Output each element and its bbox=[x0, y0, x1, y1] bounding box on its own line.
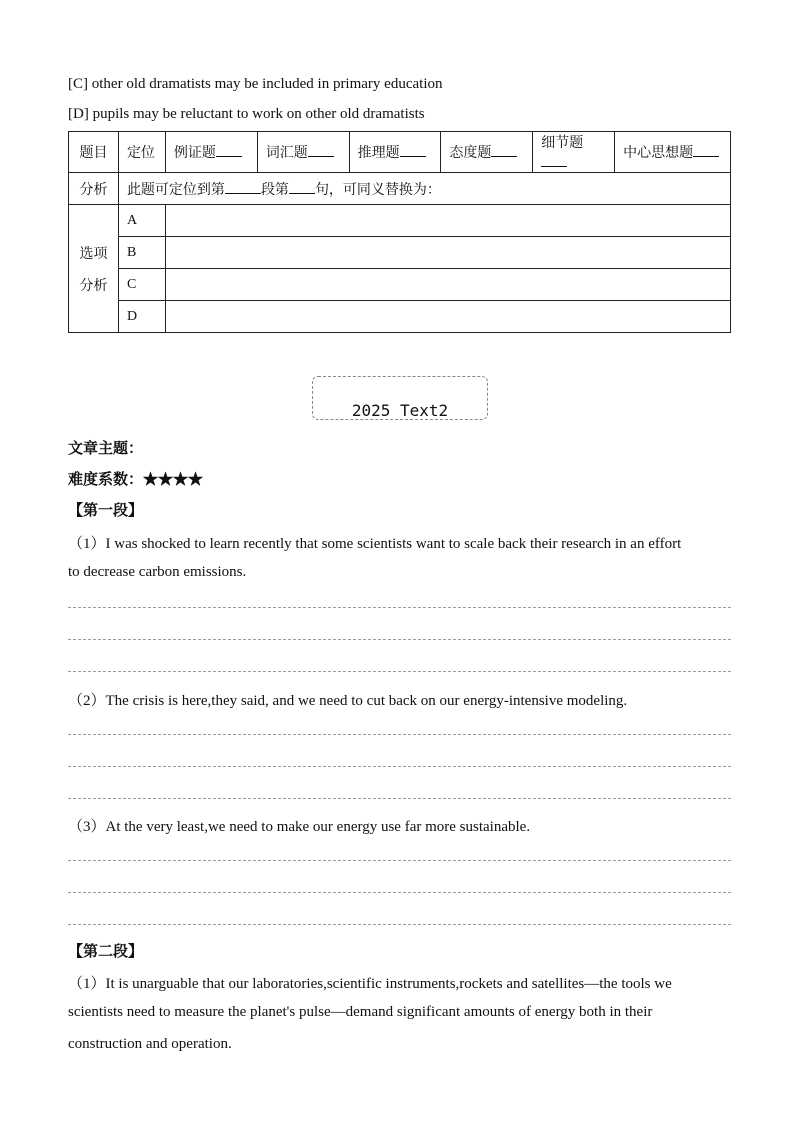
type-header-cell: 题目 bbox=[69, 132, 119, 173]
option-c-answer-cell[interactable] bbox=[165, 269, 730, 301]
para1-sentence2: （2）The crisis is here,they said, and we need to cut back on our energy-intensive modeling. bbox=[68, 693, 628, 709]
answer-line[interactable] bbox=[68, 734, 731, 735]
locate-cell: 定位 bbox=[118, 132, 165, 173]
locate-instruction-cell: 此题可定位到第 段第 句，可同义替换为： bbox=[118, 173, 730, 205]
difficulty-label: 难度系数：★★★★ bbox=[68, 472, 204, 488]
answer-line[interactable] bbox=[68, 798, 731, 799]
qtype-example: 例证题 bbox=[165, 132, 257, 173]
option-letter-a: A bbox=[118, 205, 165, 237]
answer-line[interactable] bbox=[68, 766, 731, 767]
option-d-text: [D] pupils may be reluctant to work on other old dramatists bbox=[68, 106, 425, 122]
analysis-table bbox=[68, 131, 731, 333]
option-a-answer-cell[interactable] bbox=[165, 205, 730, 237]
option-analysis-header: 选项 分析 bbox=[69, 205, 119, 333]
analysis-header-cell: 分析 bbox=[69, 173, 119, 205]
para1-sentence1-line1: （1）I was shocked to learn recently that some scientists want to scale back their research in an effort bbox=[68, 536, 682, 552]
qtype-detail: 细节题 bbox=[533, 132, 615, 173]
option-letter-c: C bbox=[118, 269, 165, 301]
answer-line[interactable] bbox=[68, 639, 731, 640]
option-b-answer-cell[interactable] bbox=[165, 237, 730, 269]
answer-line[interactable] bbox=[68, 924, 731, 925]
para1-heading: 【第一段】 bbox=[68, 503, 144, 519]
section-title: 2025 Text2 bbox=[351, 401, 449, 420]
answer-line[interactable] bbox=[68, 671, 731, 672]
option-d-answer-cell[interactable] bbox=[165, 301, 730, 333]
qtype-vocab: 词汇题 bbox=[257, 132, 349, 173]
option-letter-d: D bbox=[118, 301, 165, 333]
qtype-main-idea: 中心思想题 bbox=[615, 132, 731, 173]
para2-sentence1-line3: construction and operation. bbox=[68, 1036, 232, 1052]
article-theme-label: 文章主题： bbox=[68, 441, 144, 457]
answer-line[interactable] bbox=[68, 892, 731, 893]
answer-line[interactable] bbox=[68, 607, 731, 608]
para2-sentence1-line2: scientists need to measure the planet's pulse—demand significant amounts of energy both in their bbox=[68, 1004, 653, 1020]
qtype-inference: 推理题 bbox=[349, 132, 441, 173]
para1-sentence3: （3）At the very least,we need to make our energy use far more sustainable. bbox=[68, 819, 531, 835]
qtype-attitude: 态度题 bbox=[441, 132, 533, 173]
answer-line[interactable] bbox=[68, 860, 731, 861]
para2-heading: 【第二段】 bbox=[68, 944, 144, 960]
option-letter-b: B bbox=[118, 237, 165, 269]
para1-sentence1-line2: to decrease carbon emissions. bbox=[68, 564, 247, 580]
option-c-text: [C] other old dramatists may be included in primary education bbox=[68, 76, 443, 92]
para2-sentence1-line1: （1）It is unarguable that our laboratories,scientific instruments,rockets and satellites—the tools we bbox=[68, 976, 672, 992]
